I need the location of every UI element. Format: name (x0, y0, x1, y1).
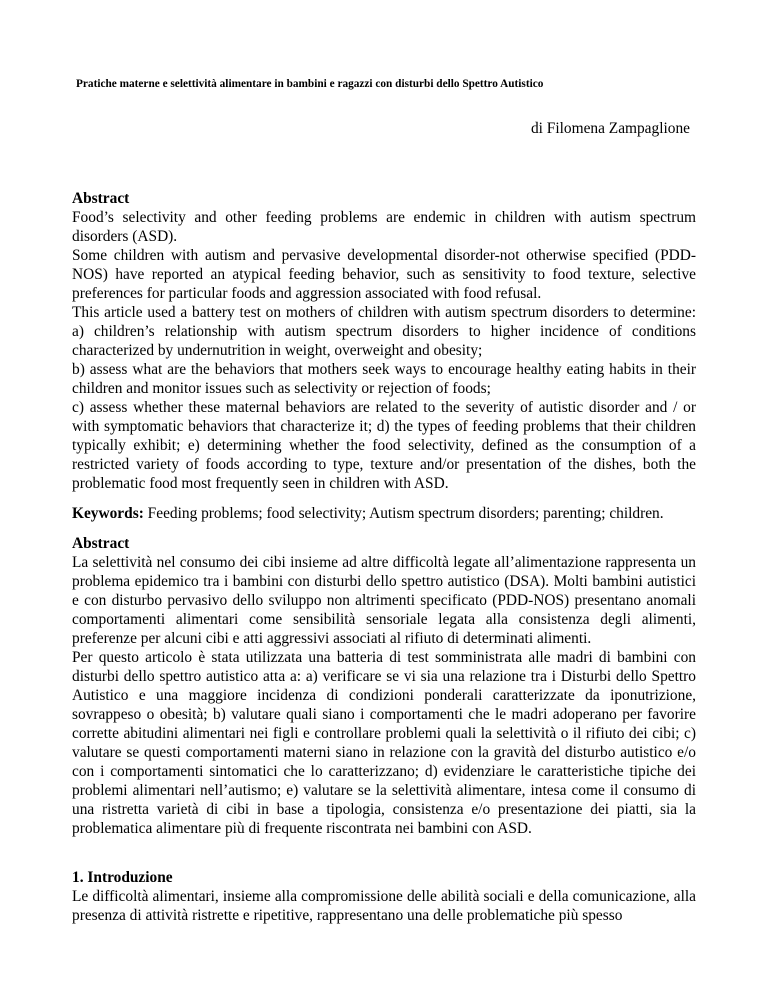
abstract-en-paragraph: Food’s selectivity and other feeding problems are endemic in children with autism spectrum disorders (ASD). (72, 209, 696, 245)
document-title: Pratiche materne e selettività alimentare in bambini e ragazzi con disturbi dello Spettro Autistico (76, 78, 544, 90)
introduction-section (72, 868, 696, 925)
abstract-en-heading: Abstract (72, 190, 130, 207)
abstract-en-paragraph: Some children with autism and pervasive developmental disorder-not otherwise specified (PDD-NOS) have reported an atypical feeding behavior, such as sensitivity to food texture, selective preferences for particular foods and aggression associated with food refusal. (72, 247, 696, 302)
abstract-en-paragraph: This article used a battery test on mothers of children with autism spectrum disorders to determine: a) children’s relationship with autism spectrum disorders to higher incidence of conditions characterized by undernutrition in weight, overweight and obesity; (72, 304, 696, 359)
keywords-text: Feeding problems; food selectivity; Autism spectrum disorders; parenting; children. (143, 505, 664, 522)
introduction-paragraph: Le difficoltà alimentari, insieme alla compromissione delle abilità sociali e della comunicazione, alla presenza di attività ristrette e ripetitive, rappresentano una delle problematiche più spesso (72, 888, 696, 924)
keywords-paragraph (72, 504, 696, 523)
keywords-line (72, 504, 696, 523)
introduction-heading: 1. Introduzione (72, 869, 173, 886)
abstract-it-paragraph: Per questo articolo è stata utilizzata una batteria di test somministrata alle madri di bambini con disturbi dello spettro autistico atta a: a) verificare se vi sia una relazione tra i Disturbi dello Spettro Autistico e una maggiore incidenza di condizioni ponderali caratterizzate da iponutrizione, sovrappeso o obesità; b) valutare quali siano i comportamenti che le madri adoperano per favorire corrette abitudini alimentari nei figli e controllare problemi quali la selettività o il rifiuto dei cibi; c) valutare se questi comportamenti materni siano in relazione con la gravità del disturbo autistico e/o con i comportamenti sintomatici che lo caratterizzano; d) evidenziare le caratteristiche tipiche dei problemi alimentari nell’autismo; e) valutare se la selettività alimentare, intesa come il consumo di una ristretta varietà di cibi in base a tipologia, consistenza e/o presentazione dei piatti, sia la problematica alimentare più di frequente riscontrata nei bambini con ASD. (72, 649, 696, 837)
abstract-italian (72, 534, 696, 838)
document-body (72, 189, 696, 925)
abstract-en-paragraph: c) assess whether these maternal behaviors are related to the severity of autistic disorder and / or with symptomatic behaviors that characterize it; d) the types of feeding problems that their children typically exhibit; e) determining whether the food selectivity, defined as the consumption of a restricted variety of foods according to type, texture and/or presentation of the dishes, both the problematic food most frequently seen in children with ASD. (72, 399, 696, 492)
abstract-it-heading: Abstract (72, 535, 130, 552)
keywords-label: Keywords: (72, 505, 144, 522)
author-line: di Filomena Zampaglione (530, 120, 690, 137)
abstract-en-paragraph: b) assess what are the behaviors that mothers seek ways to encourage healthy eating habits in their children and monitor issues such as selectivity or rejection of foods; (72, 361, 696, 397)
abstract-it-paragraph: La selettività nel consumo dei cibi insieme ad altre difficoltà legate all’alimentazione rappresenta un problema epidemico tra i bambini con disturbi dello spettro autistico (DSA). Molti bambini autistici e con disturbo pervasivo dello sviluppo non altrimenti specificato (PDD-NOS) presentano anomali comportamenti alimentari come sensibilità sensoriale legata alla consistenza degli alimenti, preferenze per alcuni cibi e atti aggressivi associati al rifiuto di determinati alimenti. (72, 554, 696, 647)
abstract-english (72, 189, 696, 493)
